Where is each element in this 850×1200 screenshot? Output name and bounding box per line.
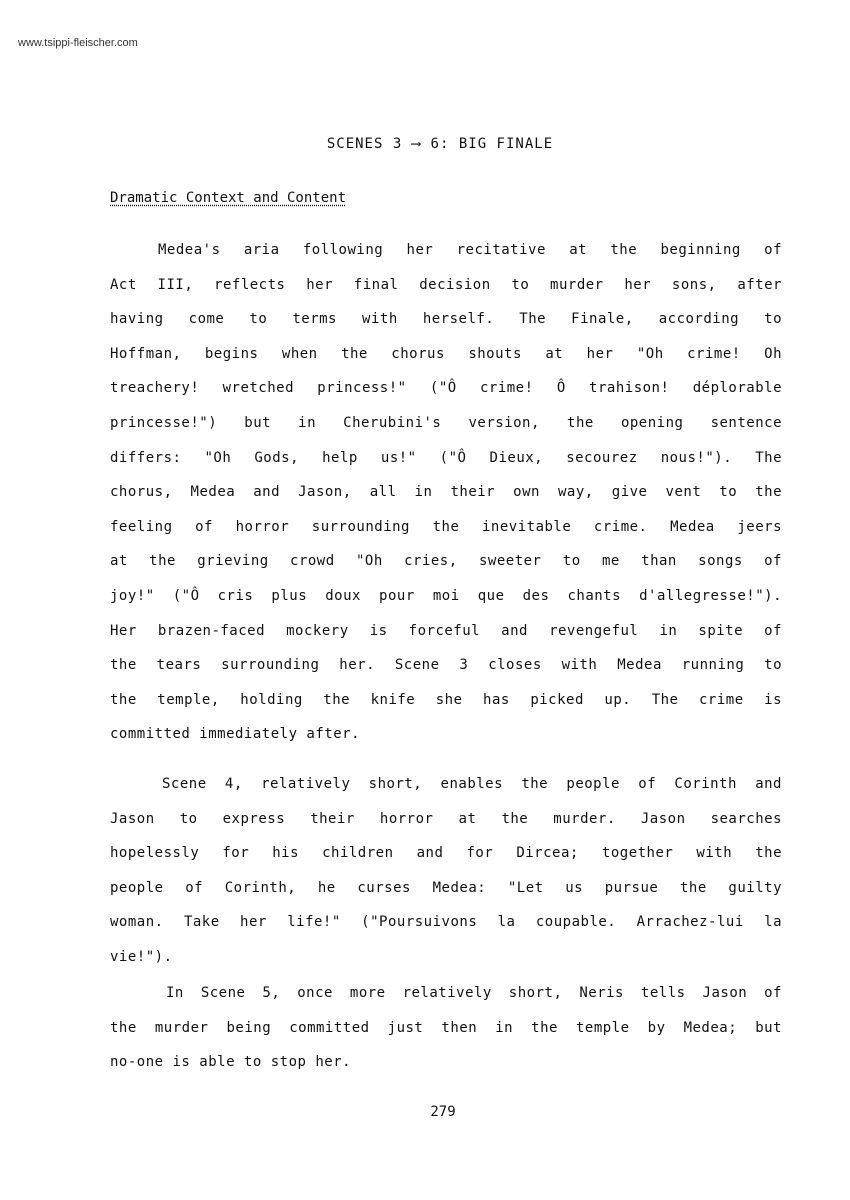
text-line: Act III, reflects her final decision to murder her sons, after <box>110 276 782 293</box>
text-line: joy!" ("Ô cris plus doux pour moi que des chants d'allegresse!"). <box>110 587 782 604</box>
text-line: the murder being committed just then in the temple by Medea; but <box>110 1019 782 1036</box>
text-line: Hoffman, begins when the chorus shouts at her "Oh crime! Oh <box>110 345 782 362</box>
text-line: Jason to express their horror at the murder. Jason searches <box>110 810 782 827</box>
text-line: the tears surrounding her. Scene 3 closes with Medea running to <box>110 657 782 674</box>
text-line: In Scene 5, once more relatively short, Neris tells Jason of <box>166 985 782 1001</box>
text-line: the temple, holding the knife she has picked up. The crime is <box>110 691 782 708</box>
text-line: woman. Take her life!" ("Poursuivons la coupable. Arrachez-lui la <box>110 914 782 931</box>
text-line: chorus, Medea and Jason, all in their own way, give vent to the <box>110 484 782 501</box>
text-line: Her brazen-faced mockery is forceful and revengeful in spite of <box>110 622 782 639</box>
text-line: hopelessly for his children and for Dircea; together with the <box>110 845 782 862</box>
text-line: committed immediately after. <box>110 726 361 743</box>
text-line: having come to terms with herself. The Finale, according to <box>110 311 782 328</box>
text-line: princesse!") but in Cherubini's version, the opening sentence <box>110 414 782 431</box>
paragraph-3 <box>110 983 782 1087</box>
paragraph-1 <box>110 240 782 759</box>
text-line: treachery! wretched princess!" ("Ô crime! Ô trahison! déplorable <box>110 380 782 397</box>
text-line: differs: "Oh Gods, help us!" ("Ô Dieux, secourez nous!"). The <box>110 449 782 466</box>
text-line: Medea's aria following her recitative at the beginning of <box>158 242 782 258</box>
text-line: no-one is able to stop her. <box>110 1054 352 1071</box>
section-heading: SCENES 3 ⟶ 6: BIG FINALE <box>326 136 554 152</box>
text-line: feeling of horror surrounding the inevitable crime. Medea jeers <box>110 518 782 535</box>
source-url: www.tsippi-fleischer.com <box>18 37 138 49</box>
section-subheading: Dramatic Context and Content <box>110 190 347 206</box>
page-number: 279 <box>430 1104 456 1120</box>
text-line: Scene 4, relatively short, enables the people of Corinth and <box>162 776 782 792</box>
text-line: people of Corinth, he curses Medea: "Let us pursue the guilty <box>110 879 782 896</box>
text-line: at the grieving crowd "Oh cries, sweeter to me than songs of <box>110 553 782 570</box>
text-line: vie!"). <box>110 948 173 965</box>
paragraph-2 <box>110 774 782 982</box>
